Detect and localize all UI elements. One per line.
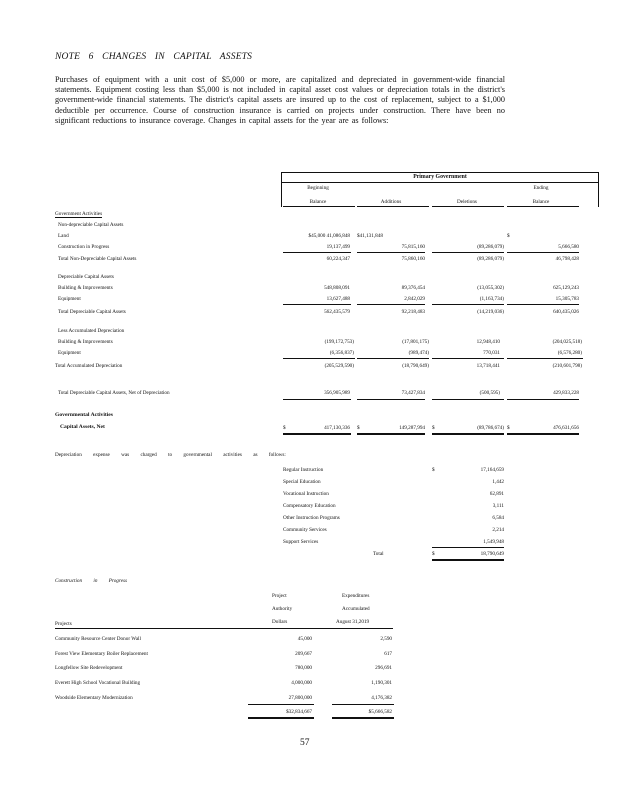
primary-government-label: Primary Government	[413, 174, 467, 180]
net-total-ending: 476,631,656	[553, 425, 579, 431]
dep-row-4-value: 6,584	[492, 515, 504, 521]
col-ending-2: Balance	[532, 199, 550, 205]
row-total-dep-ending: 640,435,026	[553, 309, 579, 315]
row-land-label: Land	[58, 233, 69, 239]
construction-title: Construction in Progress	[55, 578, 128, 584]
row-total-acc-deletions: 13,718,441	[476, 363, 500, 369]
dep-row-0-value: 17,164,659	[480, 467, 504, 473]
row-bldg-ending: 625,129,243	[553, 285, 579, 291]
net-total-label: Capital Assets, Net	[60, 424, 105, 430]
proj-row-3-expenditures: 1,190,301	[371, 680, 392, 686]
proj-row-2-expenditures: 296,691	[375, 665, 392, 671]
row-land-additions: $41,131,848	[357, 233, 383, 239]
primary-government-header-row	[282, 173, 598, 183]
dep-row-3-label: Compensatory Education	[283, 503, 336, 509]
row-cip-label: Construction in Progress	[58, 244, 110, 250]
row-acc-equip-ending: (6,576,280)	[557, 350, 582, 356]
net-total-beginning-sym: $	[283, 425, 286, 431]
net-total-additions: 149,287,994	[399, 425, 425, 431]
proj-row-0-expenditures: 2,590	[380, 636, 392, 642]
row-acc-equip-label: Equipment	[58, 350, 81, 356]
proj-row-0-authority: 45,000	[297, 636, 312, 642]
dep-row-1-label: Special Education	[283, 479, 321, 485]
dep-row-3-value: 3,111	[492, 503, 504, 509]
row-total-dep-beginning: 562,435,579	[324, 309, 350, 315]
row-total-nondep-label: Total Non-Depreciable Capital Assets	[58, 256, 137, 262]
row-total-acc-additions: (18,790,649)	[402, 363, 429, 369]
dep-total-label: Total	[373, 551, 384, 557]
proj-total-expenditures: $5,666,582	[368, 709, 392, 715]
col-authority-3: Dollars	[272, 619, 288, 625]
row-cip-deletions: (89,286,079)	[477, 244, 504, 250]
row-acc-equip-deletions: 770,031	[483, 350, 500, 356]
row-net-dep-additions: 73,427,834	[401, 390, 425, 396]
proj-row-1-expenditures: 617	[384, 651, 392, 657]
row-cip-additions: 75,815,160	[401, 244, 425, 250]
row-acc-bldg-label: Building & Improvements	[58, 339, 113, 345]
row-total-acc-beginning: (205,529,590)	[324, 363, 354, 369]
row-net-dep-label: Total Depreciable Capital Assets, Net of Depreciation	[58, 390, 170, 396]
proj-row-4-authority: 27,800,000	[288, 695, 312, 701]
row-total-nondep-ending: 46,798,428	[555, 256, 579, 262]
row-acc-equip-additions: (989,474)	[408, 350, 429, 356]
row-bldg-additions: 89,376,454	[401, 285, 425, 291]
gov-activities-title: Government Activities	[55, 211, 103, 217]
row-equip-beginning: 13,627,488	[326, 296, 350, 302]
net-total-deletions-sym: $	[432, 425, 435, 431]
row-net-dep-ending: 429,833,228	[553, 390, 579, 396]
dep-row-0-label: Regular Instruction	[283, 467, 324, 473]
proj-row-1-authority: 209,667	[295, 651, 312, 657]
row-bldg-label: Building & Improvements	[58, 285, 113, 291]
row-acc-bldg-additions: (17,801,175)	[402, 339, 429, 345]
page-number: 57	[300, 738, 310, 748]
row-total-dep-label: Total Depreciable Capital Assets	[58, 309, 126, 315]
dep-row-2-value: 62,891	[489, 491, 504, 497]
row-total-nondep-deletions: (89,286,079)	[477, 256, 504, 262]
col-authority-2: Authority	[272, 606, 293, 612]
proj-row-3-name: Everett High School Vocational Building	[55, 680, 141, 686]
proj-row-4-expenditures: 4,176,382	[371, 695, 392, 701]
proj-row-0-name: Community Resource Center Donor Wall	[55, 636, 141, 642]
col-projects: Projects	[55, 621, 72, 627]
row-total-acc-ending: (210,601,798)	[552, 363, 582, 369]
net-total-beginning: 417,130,336	[324, 425, 350, 431]
row-cip-ending: 5,666,580	[558, 244, 579, 250]
net-total-deletions: (89,786,674)	[477, 425, 504, 431]
col-expenditures-1: Expenditures	[342, 593, 370, 599]
col-authority-1: Project	[272, 593, 287, 599]
accumulated-title: Less Accumulated Depreciation	[58, 328, 125, 334]
row-acc-equip-beginning: (6,356,837)	[329, 350, 354, 356]
dep-row-2-label: Vocational Instruction	[283, 491, 329, 497]
dep-total-value: 18,790,649	[480, 551, 504, 557]
row-bldg-deletions: (13,055,302)	[477, 285, 504, 291]
col-beginning-2: Balance	[309, 199, 327, 205]
net-total-ending-sym: $	[507, 425, 510, 431]
dep-row-0-sym: $	[432, 467, 435, 473]
dep-row-5-label: Community Services	[283, 527, 327, 533]
note-heading: NOTE 6 CHANGES IN CAPITAL ASSETS	[55, 52, 253, 62]
row-cip-beginning: 19,137,499	[326, 244, 350, 250]
net-total-additions-sym: $	[357, 425, 360, 431]
non-depreciable-title: Non-depreciable Capital Assets	[58, 222, 124, 228]
row-total-acc-label: Total Accumulated Depreciation	[55, 363, 123, 369]
depreciation-note: Depreciation expense was charged to governmental activities as follows:	[55, 452, 286, 458]
row-equip-additions: 2,842,029	[404, 296, 425, 302]
proj-row-1-name: Forest View Elementary Boiler Replacement	[55, 651, 148, 657]
col-expenditures-2: Accumulated	[342, 606, 370, 612]
row-total-dep-additions: 92,218,483	[401, 309, 425, 315]
col-expenditures-3: August 31,2019	[336, 619, 370, 625]
row-land-ending: $	[507, 233, 510, 239]
row-equip-deletions: (1,163,734)	[479, 296, 504, 302]
depreciable-title: Depreciable Capital Assets	[58, 274, 114, 280]
row-equip-label: Equipment	[58, 296, 81, 302]
row-acc-bldg-deletions: 12,948,410	[476, 339, 500, 345]
intro-paragraph: Purchases of equipment with a unit cost of $5,000 or more, are capitalized and depreciated in government-wide financial statements. Equipment costing less than $5,000 is not included in capital asset cost values or depreciation totals in the district's government-wide financial statements. The district's capital assets are insured up to the cost of replacement, subject to a $1,000 deductible per occurrence. Course of construction insurance is carried on projects under construction. There have been no significant reductions to insurance coverage. Changes in capital assets for the year are as follows:	[55, 75, 505, 125]
row-net-dep-deletions: (500,595)	[479, 390, 500, 396]
row-total-nondep-additions: 75,860,160	[401, 256, 425, 262]
row-acc-bldg-ending: (204,025,518)	[552, 339, 582, 345]
row-net-dep-beginning: 356,905,989	[324, 390, 350, 396]
dep-row-5-value: 2,214	[492, 527, 504, 533]
col-additions: Additions	[380, 199, 402, 205]
col-deletions: Deletions	[457, 199, 477, 205]
proj-row-2-name: Longfellow Site Redevelopment	[55, 665, 123, 671]
dep-row-4-label: Other Instruction Programs	[283, 515, 340, 521]
col-ending-1: Ending	[533, 185, 549, 191]
proj-row-4-name: Woodside Elementary Modernization	[55, 695, 133, 701]
row-land-beginning: $45,000 41,086,848	[308, 233, 350, 239]
row-total-dep-deletions: (14,219,036)	[477, 309, 504, 315]
col-beginning-1: Beginning	[307, 185, 329, 191]
proj-row-2-authority: 780,000	[295, 665, 312, 671]
proj-row-3-authority: 4,000,000	[291, 680, 312, 686]
net-total-title: Governmental Activities	[55, 412, 113, 418]
dep-row-1-value: 1,442	[492, 479, 504, 485]
row-total-nondep-beginning: 60,224,347	[326, 256, 350, 262]
row-acc-bldg-beginning: (199,172,753)	[324, 339, 354, 345]
proj-total-authority: $32,834,667	[286, 709, 312, 715]
row-bldg-beginning: 548,808,091	[324, 285, 350, 291]
dep-total-sym: $	[432, 551, 435, 557]
dep-row-6-label: Support Services	[283, 539, 319, 545]
row-equip-ending: 15,305,783	[555, 296, 579, 302]
dep-row-6-value: 1,549,948	[483, 539, 504, 545]
